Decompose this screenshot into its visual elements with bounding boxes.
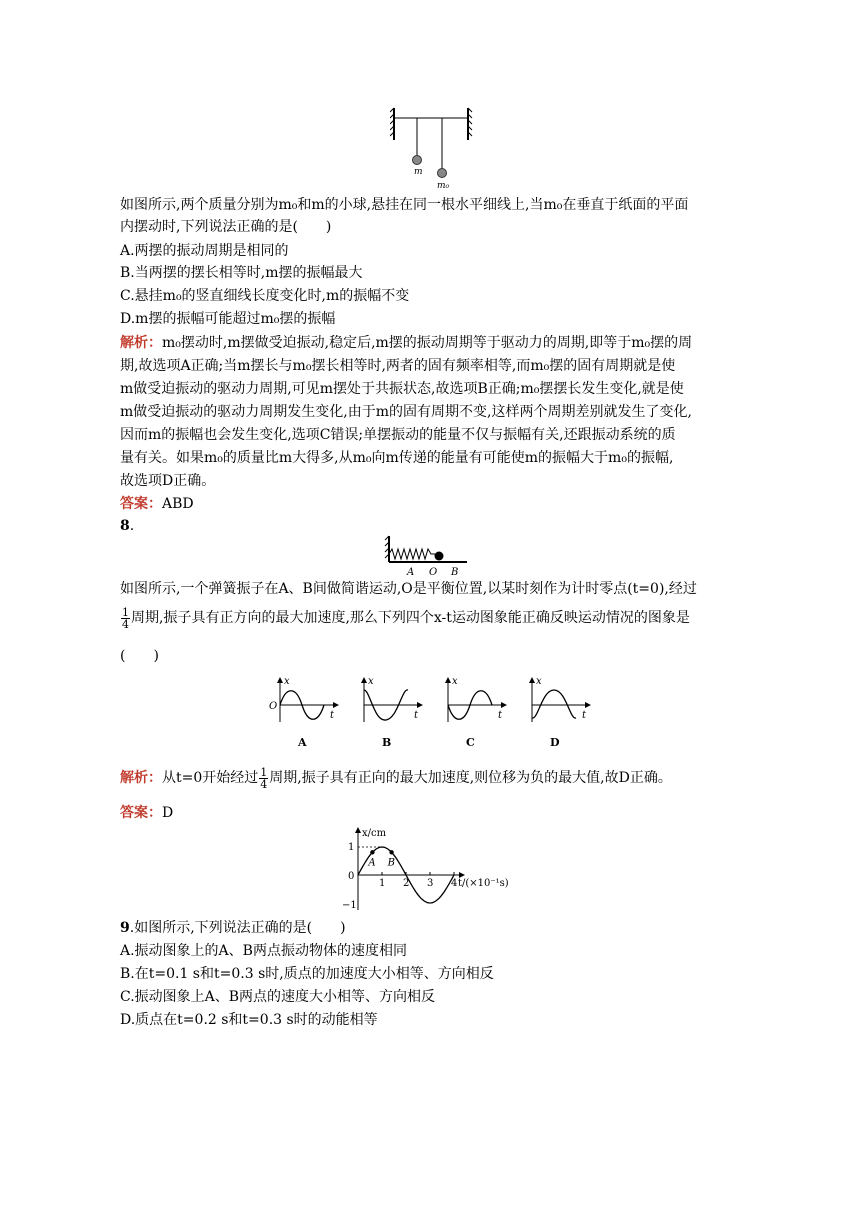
q7-analysis-line-6: 量有关。如果m₀的质量比m大得多,从m₀向m传递的能量有可能使m的振幅大于m₀的振幅,	[120, 450, 674, 466]
y-axis-label: x/cm	[362, 828, 387, 839]
graph-b	[364, 676, 422, 722]
label-m: m	[414, 167, 423, 177]
q7-option-d: D.m摆的振幅可能超过m₀摆的振幅	[120, 311, 336, 327]
y-tick-1: 1	[348, 842, 355, 853]
q8-analysis: 解析：从t=0开始经过 $\frac{1}{4}$ 周期,振子具有正向的最大加速度,则位移为负的最大值,故D正确。	[120, 765, 672, 791]
q7-analysis-line-1	[120, 332, 760, 354]
x-tick-label: 3	[427, 878, 434, 889]
q8-answer: 答案：D	[120, 805, 174, 821]
graph-label-d: D	[550, 736, 560, 749]
label-point-o: O	[429, 567, 438, 578]
svg-text:t: t	[414, 710, 419, 721]
q9-option-a: A.振动图象上的A、B两点振动物体的速度相同	[120, 943, 407, 959]
svg-text:t: t	[582, 710, 587, 721]
answer-label: 答案：	[120, 496, 162, 512]
x-tick-label: 1	[379, 878, 386, 889]
graph-d	[532, 676, 590, 722]
q7-option-c: C.悬挂m₀的竖直细线长度变化时,m的振幅不变	[120, 288, 410, 304]
pendulum-figure	[390, 104, 475, 194]
svg-text:x: x	[452, 676, 458, 687]
q9-option-c: C.振动图象上A、B两点的速度大小相等、方向相反	[120, 989, 436, 1005]
q7-analysis-line-7: 故选项D正确。	[120, 473, 216, 489]
graph-c	[448, 676, 506, 722]
analysis-label: 解析：	[120, 335, 162, 351]
data-point-a	[370, 850, 374, 854]
q9-vibration-chart	[340, 824, 510, 914]
q7-analysis-line-3: m做受迫振动的驱动力周期,可见m摆处于共振状态,故选项B正确;m₀摆摆长发生变化,就是使	[120, 381, 684, 397]
x-tick-label: 2	[403, 878, 410, 889]
q7-answer-value: ABD	[162, 496, 194, 512]
svg-text:x: x	[536, 676, 542, 687]
origin-label: 0	[348, 871, 355, 882]
q7-analysis-line-2: 期,故选项A正确;当m摆长与m₀摆长相等时,两者的固有频率相等,而m₀摆的固有周期就是使	[120, 358, 676, 374]
y-tick-neg1: −1	[342, 900, 357, 911]
q7-option-b: B.当两摆的摆长相等时,m摆的振幅最大	[120, 265, 363, 281]
q9-stem: 9.如图所示,下列说法正确的是( )	[120, 920, 346, 936]
x-axis-label: t/(×10⁻¹s)	[458, 878, 509, 889]
spring-oscillator-figure	[383, 532, 473, 578]
svg-text:t: t	[330, 710, 335, 721]
q8-number: 8.	[120, 518, 135, 534]
q8-stem-line-3: ( )	[120, 648, 159, 664]
graph-a	[269, 676, 338, 722]
point-label-b: B	[387, 857, 395, 869]
svg-text:x: x	[368, 676, 374, 687]
fraction-quarter: $\frac{1}{4}$	[122, 605, 129, 631]
q8-stem-line-1: 如图所示,一个弹簧振子在A、B间做简谐运动,O是平衡位置,以某时刻作为计时零点(t=0),经过	[120, 581, 697, 597]
svg-text:O: O	[269, 701, 278, 712]
point-label-a: A	[368, 857, 376, 869]
q7-analysis-line-4: m做受迫振动的驱动力周期发生变化,由于m的固有周期不变,这样两个周期差别就发生了变化,	[120, 404, 692, 420]
label-point-a: A	[407, 567, 415, 578]
q7-analysis-line-5: 因而m的振幅也会发生变化,选项C错误;单摆振动的能量不仅与振幅有关,还跟振动系统的质	[120, 427, 676, 443]
label-m0: m₀	[437, 181, 450, 191]
q7-stem-line-1: 如图所示,两个质量分别为m₀和m的小球,悬挂在同一根水平细线上,当m₀在垂直于纸面的平面	[120, 197, 689, 213]
q9-option-b: B.在t=0.1 s和t=0.3 s时,质点的加速度大小相等、方向相反	[120, 966, 494, 982]
svg-text:x: x	[284, 676, 290, 687]
graph-label-b: B	[382, 736, 392, 749]
q7-stem-line-2: 内摆动时,下列说法正确的是( )	[120, 219, 332, 235]
q7-option-a: A.两摆的振动周期是相同的	[120, 243, 289, 259]
graph-label-a: A	[298, 736, 307, 749]
graph-label-c: C	[466, 736, 475, 749]
x-tick-label: 4	[451, 878, 458, 889]
data-point-b	[389, 850, 393, 854]
label-point-b: B	[451, 567, 459, 578]
svg-text:t: t	[498, 710, 503, 721]
q8-stem-line-2: $\frac{1}{4}$ 周期,振子具有正方向的最大加速度,那么下列四个x-t运动图象能正确反映运动情况的图象是	[122, 605, 690, 631]
q7-answer	[120, 493, 760, 515]
xt-graph-options	[262, 672, 602, 752]
fraction-quarter-2: $\frac{1}{4}$	[260, 765, 268, 791]
q9-option-d: D.质点在t=0.2 s和t=0.3 s时的动能相等	[120, 1012, 378, 1028]
q7-analysis-text-1: m₀摆动时,m摆做受迫振动,稳定后,m摆的振动周期等于驱动力的周期,即等于m₀摆的周	[162, 335, 693, 351]
